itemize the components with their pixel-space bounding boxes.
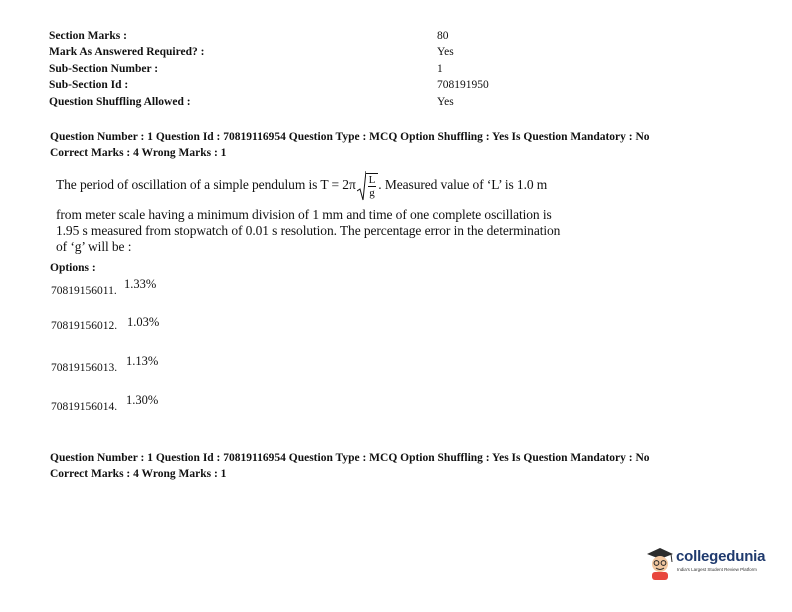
collegedunia-logo [644,545,764,581]
sqrt-formula [356,171,379,201]
section-marks-value: 80 [437,30,449,42]
option-value[interactable]: 1.13% [126,354,159,368]
question-marks: Correct Marks : 4 Wrong Marks : 1 [50,468,227,480]
mark-answered-label: Mark As Answered Required? : [49,46,205,58]
sub-section-id-label: Sub-Section Id : [49,79,129,91]
mark-answered-value: Yes [437,46,454,58]
option-value[interactable]: 1.03% [127,315,160,329]
student-mascot-icon [644,545,676,581]
option-id: 70819156012. [51,320,118,332]
option-id: 70819156013. [51,362,118,374]
sqrt-icon [357,171,366,201]
question-header: Question Number : 1 Question Id : 70819116954 Question Type : MCQ Option Shuffling : Yes Is Question Mandatory : No [50,131,650,143]
question-shuffling-label: Question Shuffling Allowed : [49,96,191,108]
option-value[interactable]: 1.30% [126,393,159,407]
sub-section-number-label: Sub-Section Number : [49,63,159,75]
sub-section-number-value: 1 [437,63,443,75]
question-header: Question Number : 1 Question Id : 70819116954 Question Type : MCQ Option Shuffling : Yes Is Question Mandatory : No [50,452,650,464]
fraction-denominator: g [369,187,375,199]
option-id: 70819156014. [51,401,118,413]
question-text-line1 [56,171,547,201]
logo-brand-text: collegedunia [676,548,766,565]
question-text-pre: The period of oscillation of a simple pendulum is T = 2π [56,177,356,193]
fraction-numerator: L [368,174,376,186]
question-text-line3: 1.95 s measured from stopwatch of 0.01 s resolution. The percentage error in the determination [56,223,561,238]
question-text-line2: from meter scale having a minimum division of 1 mm and time of one complete oscillation is [56,207,552,222]
question-text-line4: of ‘g’ will be : [56,239,132,254]
question-text-post: . Measured value of ‘L’ is 1.0 m [378,177,548,193]
option-value[interactable]: 1.33% [124,277,157,291]
question-shuffling-value: Yes [437,96,454,108]
sub-section-id-value: 708191950 [437,79,489,91]
logo-tagline: India's Largest Student Review Platform [677,567,757,572]
fraction [366,173,379,199]
option-id: 70819156011. [51,285,117,297]
question-marks: Correct Marks : 4 Wrong Marks : 1 [50,147,227,159]
options-label: Options : [50,262,96,274]
section-marks-label: Section Marks : [49,30,127,42]
